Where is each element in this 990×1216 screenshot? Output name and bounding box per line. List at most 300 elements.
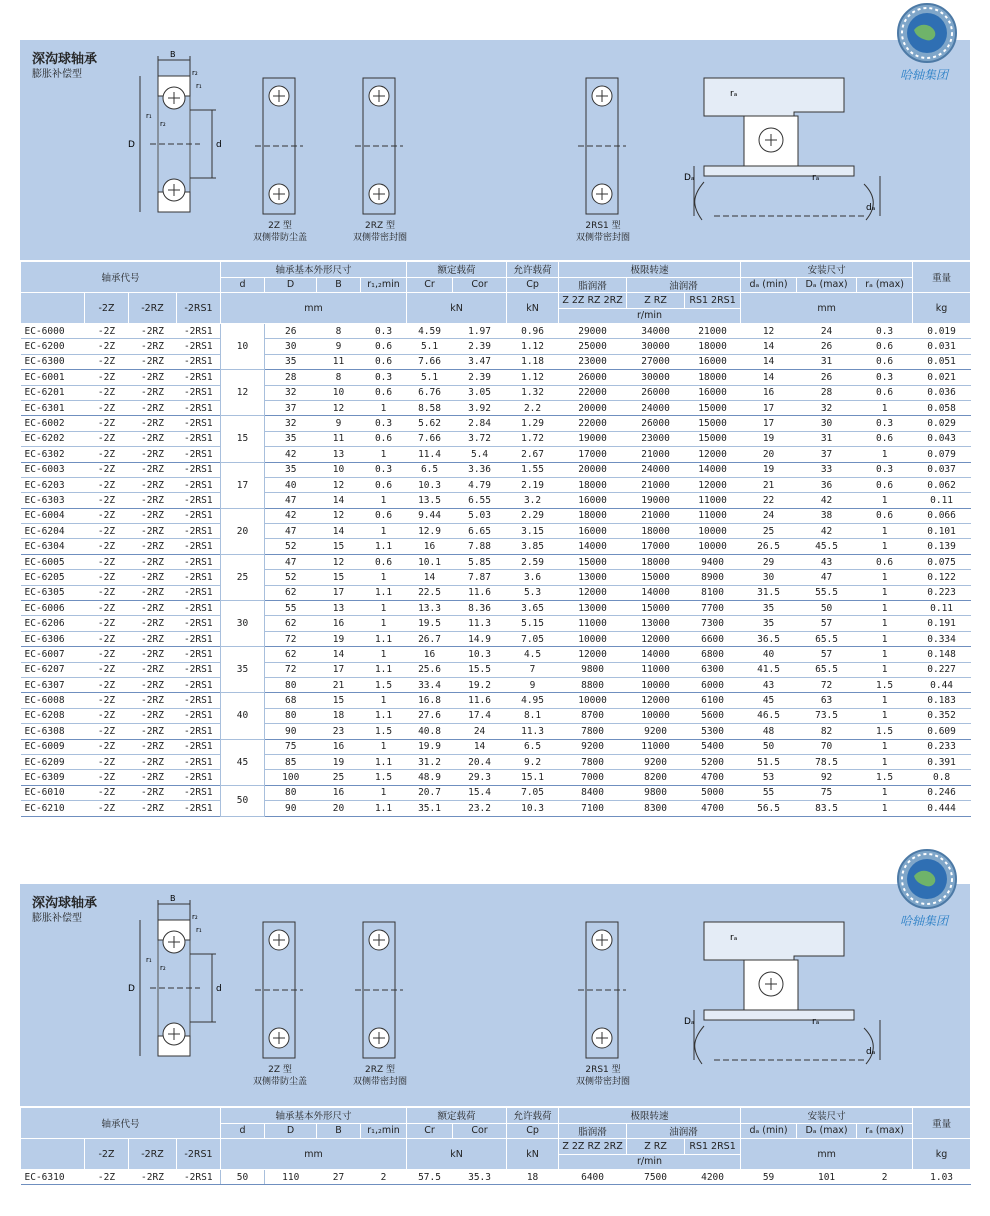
table-cell: 17000: [627, 539, 685, 554]
table-cell: 11.6: [453, 693, 507, 708]
cell-model: EC-6306: [21, 631, 85, 646]
col-blank: [21, 293, 85, 324]
table-cell: -2RZ: [129, 385, 177, 400]
col-grease-2: 脂润滑: [559, 1123, 627, 1139]
cell-model: EC-6005: [21, 554, 85, 569]
table-cell: -2RS1: [177, 554, 221, 569]
bearing-2rs1-diagram-2: [578, 920, 628, 1060]
logo-globe-icon: [896, 2, 958, 64]
table-cell: 101: [797, 1170, 857, 1185]
table-cell: -2Z: [85, 770, 129, 785]
table-cell: 57.5: [407, 1170, 453, 1185]
cell-model: EC-6200: [21, 339, 85, 354]
table-cell: 15000: [685, 416, 741, 431]
table-cell: 13: [317, 601, 361, 616]
col-2rz-2: -2RZ: [129, 1139, 177, 1170]
table-cell: 10000: [627, 708, 685, 723]
cell-d: 15: [221, 416, 265, 462]
cell-d: 17: [221, 462, 265, 508]
table-cell: 1.72: [507, 431, 559, 446]
table-1-header: [21, 262, 971, 324]
col-model: 轴承代号: [21, 262, 221, 293]
table-cell: -2RS1: [177, 601, 221, 616]
table-cell: 16000: [559, 524, 627, 539]
table-cell: 0.036: [913, 385, 971, 400]
table-cell: 19.9: [407, 739, 453, 754]
table-row: [21, 801, 971, 816]
table-cell: 10000: [559, 693, 627, 708]
table-cell: 0.11: [913, 601, 971, 616]
table-cell: -2RZ: [129, 801, 177, 816]
table-cell: 82: [797, 724, 857, 739]
table-cell: -2RZ: [129, 554, 177, 569]
table-cell: 1.5: [857, 724, 913, 739]
table-cell: 0.029: [913, 416, 971, 431]
table-cell: 18000: [627, 524, 685, 539]
table-cell: 1.18: [507, 354, 559, 369]
table-cell: 22000: [559, 416, 627, 431]
table-cell: 0.058: [913, 400, 971, 415]
label-r1-left: r₁: [146, 112, 152, 120]
table-cell: 8900: [685, 570, 741, 585]
unit-kN: kN: [407, 293, 507, 324]
table-cell: -2RS1: [177, 462, 221, 477]
table-cell: 42: [265, 508, 317, 523]
unit-mm: mm: [221, 293, 407, 324]
col-r12-2: r₁,₂min: [361, 1123, 407, 1139]
table-cell: 24: [797, 324, 857, 339]
table-cell: 1: [857, 754, 913, 769]
table-cell: 15.5: [453, 662, 507, 677]
table-cell: 9: [317, 416, 361, 431]
table-cell: -2RS1: [177, 431, 221, 446]
col-model-2: 轴承代号: [21, 1108, 221, 1139]
table-row: [21, 585, 971, 600]
table-cell: 12: [317, 508, 361, 523]
table-cell: -2RS1: [177, 370, 221, 385]
table-cell: 0.6: [361, 508, 407, 523]
cell-model: EC-6006: [21, 601, 85, 616]
table-cell: 8.58: [407, 400, 453, 415]
table-row: [21, 447, 971, 462]
col-rated-2: 额定载荷: [407, 1108, 507, 1124]
section-title: 深沟球轴承: [32, 52, 98, 67]
brand-name: 哈轴集团: [900, 68, 949, 82]
caption-2rs1-2: [561, 1064, 645, 1088]
table-cell: 1.1: [361, 585, 407, 600]
table-cell: 0.44: [913, 677, 971, 692]
table-cell: 26: [797, 339, 857, 354]
table-cell: 14: [741, 370, 797, 385]
section-2: [20, 884, 970, 1194]
table-cell: 14: [741, 339, 797, 354]
table-cell: -2RZ: [129, 447, 177, 462]
table-cell: 35: [741, 601, 797, 616]
cell-d: 40: [221, 693, 265, 739]
caption-2z-type: 2Z 型: [268, 221, 292, 231]
table-cell: 1.12: [507, 339, 559, 354]
table-cell: 3.92: [453, 400, 507, 415]
table-cell: 0.233: [913, 739, 971, 754]
table-cell: 0.6: [857, 385, 913, 400]
table-cell: 32: [265, 416, 317, 431]
table-cell: -2Z: [85, 493, 129, 508]
cell-model: EC-6300: [21, 354, 85, 369]
table-cell: 35.1: [407, 801, 453, 816]
table-cell: 31: [797, 431, 857, 446]
table-cell: 73.5: [797, 708, 857, 723]
table-cell: 62: [265, 616, 317, 631]
table-cell: 24: [453, 724, 507, 739]
table-cell: 9400: [685, 554, 741, 569]
table-cell: 10000: [685, 524, 741, 539]
table-cell: 0.122: [913, 570, 971, 585]
table-cell: 31: [797, 354, 857, 369]
table-cell: -2RZ: [129, 601, 177, 616]
table-cell: 14: [453, 739, 507, 754]
table-cell: 0.6: [857, 339, 913, 354]
col-install-2: 安装尺寸: [741, 1108, 913, 1124]
table-row: [21, 570, 971, 585]
col-ra: rₐ (max): [857, 277, 913, 293]
col-da: dₐ (min): [741, 277, 797, 293]
figure-panel-2: [20, 884, 970, 1106]
table-cell: 9: [317, 339, 361, 354]
table-cell: 19: [741, 431, 797, 446]
table-row: [21, 431, 971, 446]
table-cell: 14: [741, 354, 797, 369]
table-cell: 11.6: [453, 585, 507, 600]
table-cell: 83.5: [797, 801, 857, 816]
unit-kg: kg: [913, 293, 971, 324]
table-cell: 17: [741, 400, 797, 415]
table-cell: -2RZ: [129, 585, 177, 600]
table-cell: 15.1: [507, 770, 559, 785]
table-cell: 9200: [559, 739, 627, 754]
logo-globe-icon-2: [896, 848, 958, 910]
col-D-2: D: [265, 1123, 317, 1139]
table-cell: 35: [265, 354, 317, 369]
table-cell: 1: [857, 785, 913, 800]
table-cell: -2RS1: [177, 616, 221, 631]
table-row: [21, 662, 971, 677]
label-r2-left-2: r₂: [160, 964, 166, 972]
table-cell: 4200: [685, 1170, 741, 1185]
table-cell: -2RS1: [177, 400, 221, 415]
table-cell: 9200: [627, 754, 685, 769]
cell-model: EC-6209: [21, 754, 85, 769]
table-cell: 45: [741, 693, 797, 708]
table-cell: 16.8: [407, 693, 453, 708]
table-cell: 11000: [685, 493, 741, 508]
table-cell: 6.5: [407, 462, 453, 477]
table-cell: 53: [741, 770, 797, 785]
table-cell: 16000: [559, 493, 627, 508]
table-cell: 5.03: [453, 508, 507, 523]
cell-model: EC-6201: [21, 385, 85, 400]
table-cell: -2Z: [85, 785, 129, 800]
table-cell: 0.6: [857, 431, 913, 446]
label-Da: Dₐ: [684, 173, 695, 183]
table-cell: 4.59: [407, 324, 453, 339]
table-cell: 17.4: [453, 708, 507, 723]
table-cell: -2RS1: [177, 585, 221, 600]
table-cell: -2RS1: [177, 662, 221, 677]
table-cell: 26.5: [741, 539, 797, 554]
table-cell: 3.47: [453, 354, 507, 369]
table-cell: 8200: [627, 770, 685, 785]
table-cell: 0.139: [913, 539, 971, 554]
caption-2rz-2: [338, 1064, 422, 1088]
table-cell: 0.3: [857, 370, 913, 385]
sp-oil-2: RS1 2RS1: [685, 293, 741, 309]
cell-model: EC-6309: [21, 770, 85, 785]
cell-model: EC-6204: [21, 524, 85, 539]
label-da-2: dₐ: [866, 1047, 876, 1057]
table-cell: 1: [857, 447, 913, 462]
table-cell: -2Z: [85, 324, 129, 339]
table-cell: 11.4: [407, 447, 453, 462]
table-cell: 9: [507, 677, 559, 692]
label-d: d: [216, 140, 222, 150]
table-cell: 0.019: [913, 324, 971, 339]
table-cell: 1: [857, 616, 913, 631]
table-cell: 19.2: [453, 677, 507, 692]
table-cell: -2Z: [85, 739, 129, 754]
label-B-2: B: [170, 894, 176, 903]
table-cell: -2RS1: [177, 324, 221, 339]
table-cell: 63: [797, 693, 857, 708]
table-cell: 100: [265, 770, 317, 785]
table-cell: 7.05: [507, 785, 559, 800]
table-cell: -2RZ: [129, 770, 177, 785]
table-cell: -2RZ: [129, 693, 177, 708]
table-cell: 1: [857, 601, 913, 616]
caption-2rs1-type: 2RS1 型: [585, 221, 621, 231]
table-cell: 7.88: [453, 539, 507, 554]
table-cell: 5.3: [507, 585, 559, 600]
table-cell: 23: [317, 724, 361, 739]
table-cell: 1: [857, 631, 913, 646]
table-cell: 20.4: [453, 754, 507, 769]
table-cell: -2RZ: [129, 785, 177, 800]
label-B: B: [170, 50, 176, 59]
table-cell: 18: [507, 1170, 559, 1185]
cell-model: EC-6001: [21, 370, 85, 385]
table-cell: 5000: [685, 785, 741, 800]
table-cell: -2RS1: [177, 570, 221, 585]
table-cell: 11000: [627, 739, 685, 754]
table-cell: 46.5: [741, 708, 797, 723]
cell-d: 12: [221, 370, 265, 416]
table-cell: 75: [265, 739, 317, 754]
table-cell: 31.5: [741, 585, 797, 600]
table-cell: 2.59: [507, 554, 559, 569]
table-cell: -2RZ: [129, 616, 177, 631]
table-cell: 4700: [685, 770, 741, 785]
cell-model: EC-6007: [21, 647, 85, 662]
table-cell: -2RS1: [177, 724, 221, 739]
table-cell: -2Z: [85, 354, 129, 369]
table-cell: 33.4: [407, 677, 453, 692]
table-row: [21, 416, 971, 431]
table-cell: 8100: [685, 585, 741, 600]
table-cell: 6800: [685, 647, 741, 662]
table-row: [21, 524, 971, 539]
col-Cp: Cp: [507, 277, 559, 293]
cell-model: EC-6004: [21, 508, 85, 523]
unit-mm-install: mm: [741, 293, 913, 324]
table-cell: -2RZ: [129, 416, 177, 431]
table-cell: -2RZ: [129, 400, 177, 415]
col-Da: Dₐ (max): [797, 277, 857, 293]
table-cell: 0.3: [361, 462, 407, 477]
table-cell: 12000: [627, 631, 685, 646]
table-cell: 2.84: [453, 416, 507, 431]
table-cell: 1: [857, 693, 913, 708]
caption-2rz-desc: 双侧带密封圈: [352, 233, 407, 243]
table-cell: 29.3: [453, 770, 507, 785]
table-cell: 110: [265, 1170, 317, 1185]
sp-oil-2-2: RS1 2RS1: [685, 1139, 741, 1155]
table-cell: 14.9: [453, 631, 507, 646]
table-cell: 0.3: [361, 416, 407, 431]
table-row: [21, 324, 971, 339]
cell-d: 10: [221, 324, 265, 370]
table-cell: 2.19: [507, 477, 559, 492]
table-cell: 0.334: [913, 631, 971, 646]
table-cell: 6.76: [407, 385, 453, 400]
table-cell: 25: [741, 524, 797, 539]
table-cell: 12: [317, 554, 361, 569]
table-cell: 16000: [685, 385, 741, 400]
table-cell: 21: [317, 677, 361, 692]
label-r1: r₁: [196, 82, 202, 90]
table-cell: 14: [317, 647, 361, 662]
table-cell: 0.3: [857, 324, 913, 339]
table-cell: 56.5: [741, 801, 797, 816]
table-cell: 55: [265, 601, 317, 616]
label-r2: r₂: [192, 69, 198, 77]
table-cell: 8700: [559, 708, 627, 723]
col-d-2: d: [221, 1123, 265, 1139]
cell-model: EC-6002: [21, 416, 85, 431]
table-cell: 68: [265, 693, 317, 708]
table-cell: 30: [265, 339, 317, 354]
table-cell: -2Z: [85, 585, 129, 600]
table-cell: 7800: [559, 754, 627, 769]
table-cell: 6000: [685, 677, 741, 692]
table-cell: 2.29: [507, 508, 559, 523]
cell-model: EC-6206: [21, 616, 85, 631]
table-cell: 10: [317, 385, 361, 400]
table-cell: 1: [361, 447, 407, 462]
table-cell: 0.101: [913, 524, 971, 539]
table-cell: 21000: [627, 447, 685, 462]
cell-model: EC-6203: [21, 477, 85, 492]
label-d-2: d: [216, 984, 222, 994]
table-cell: -2RS1: [177, 801, 221, 816]
table-cell: 42: [265, 447, 317, 462]
table-row: [21, 754, 971, 769]
table-cell: 13: [317, 447, 361, 462]
table-cell: 14: [317, 493, 361, 508]
table-cell: 65.5: [797, 662, 857, 677]
table-cell: 0.062: [913, 477, 971, 492]
cell-model: EC-6310: [21, 1170, 85, 1185]
label-ra-top-2: rₐ: [730, 933, 738, 943]
table-cell: 11000: [627, 662, 685, 677]
table-cell: 13.5: [407, 493, 453, 508]
table-cell: 1: [857, 493, 913, 508]
table-cell: 1: [857, 585, 913, 600]
col-Cr: Cr: [407, 277, 453, 293]
table-1-body: [21, 324, 971, 817]
table-cell: -2Z: [85, 385, 129, 400]
table-cell: -2RS1: [177, 631, 221, 646]
table-cell: -2RZ: [129, 754, 177, 769]
table-cell: -2Z: [85, 400, 129, 415]
section-subtitle-2: 膨胀补偿型: [32, 913, 82, 924]
table-cell: 72: [265, 631, 317, 646]
label-r2-2: r₂: [192, 913, 198, 921]
table-cell: -2RZ: [129, 631, 177, 646]
table-cell: 29000: [559, 324, 627, 339]
table-cell: 9.44: [407, 508, 453, 523]
table-cell: 20: [741, 447, 797, 462]
table-cell: 14: [407, 570, 453, 585]
table-cell: -2RZ: [129, 524, 177, 539]
table-cell: 26000: [627, 416, 685, 431]
table-cell: 11000: [559, 616, 627, 631]
table-cell: 10.1: [407, 554, 453, 569]
cell-d: 25: [221, 554, 265, 600]
table-cell: 8.36: [453, 601, 507, 616]
table-cell: -2RZ: [129, 677, 177, 692]
table-cell: 11.3: [507, 724, 559, 739]
section-1: [20, 0, 970, 820]
table-cell: -2Z: [85, 570, 129, 585]
table-cell: 0.444: [913, 801, 971, 816]
table-cell: 13.3: [407, 601, 453, 616]
table-cell: 20000: [559, 462, 627, 477]
table-cell: -2Z: [85, 524, 129, 539]
table-cell: 5.4: [453, 447, 507, 462]
table-cell: 0.6: [857, 477, 913, 492]
table-cell: -2Z: [85, 554, 129, 569]
table-cell: -2RS1: [177, 416, 221, 431]
table-cell: -2RZ: [129, 708, 177, 723]
table-cell: 8800: [559, 677, 627, 692]
table-cell: 1.1: [361, 708, 407, 723]
table-cell: 27000: [627, 354, 685, 369]
col-speed: 极限转速: [559, 262, 741, 278]
bearing-dimension-diagram-2: [120, 892, 230, 1064]
table-cell: 29: [741, 554, 797, 569]
table-cell: 19: [317, 754, 361, 769]
table-cell: 23.2: [453, 801, 507, 816]
table-cell: 12: [317, 400, 361, 415]
table-row: [21, 462, 971, 477]
sp-oil-1: Z RZ: [627, 293, 685, 309]
table-cell: 15: [317, 539, 361, 554]
cell-model: EC-6210: [21, 801, 85, 816]
table-cell: 1: [361, 616, 407, 631]
table-row: [21, 554, 971, 569]
table-cell: -2RZ: [129, 724, 177, 739]
table-cell: -2RZ: [129, 477, 177, 492]
table-row: [21, 539, 971, 554]
